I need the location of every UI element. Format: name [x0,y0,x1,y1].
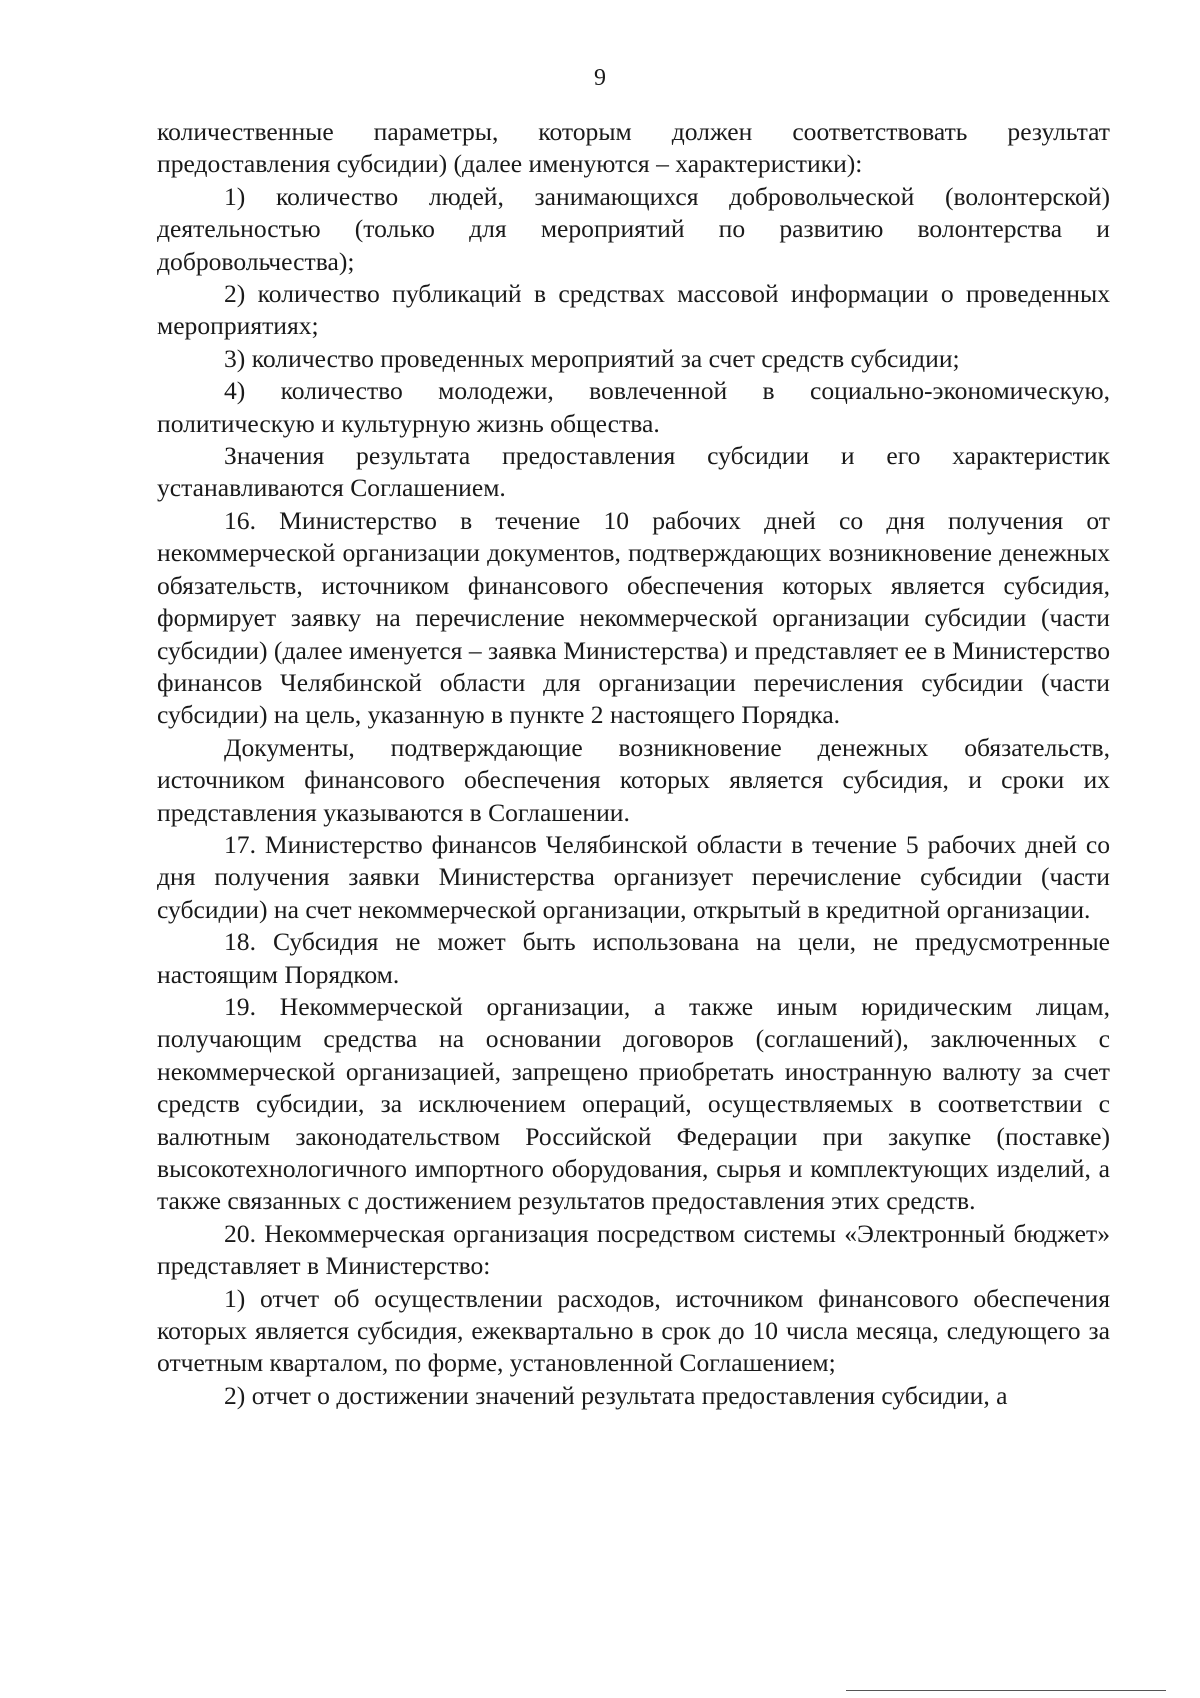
paragraph-report-1: 1) отчет об осуществлении расходов, источником финансового обеспечения которых является субсидия, ежеквартально в срок до 10 числа месяца, следующего за отчетным кварталом, по форме, установленной Соглашением; [157,1283,1110,1378]
page-edge-line [846,1690,1166,1691]
paragraph-item-1-volunteers: 1) количество людей, занимающихся добровольческой (волонтерской) деятельностью (только для мероприятий по развитию волонтерства и добровольчества); [157,181,1110,276]
paragraph-clause-18: 18. Субсидия не может быть использована на цели, не предусмотренные настоящим Порядком. [157,927,1110,989]
paragraph-characteristics-intro: количественные параметры, которым должен соответствовать результат предоставления субсидии) (далее именуются – характеристики): [157,117,1110,179]
paragraph-item-2-publications: 2) количество публикаций в средствах массовой информации о проведенных мероприятиях; [157,279,1110,341]
paragraph-item-3-events: 3) количество проведенных мероприятий за счет средств субсидии; [224,343,960,373]
paragraph-item-4-youth: 4) количество молодежи, вовлеченной в социально-экономическую, политическую и культурную жизнь общества. [157,376,1110,438]
paragraph-clause-19: 19. Некоммерческой организации, а также иным юридическим лицам, получающим средства на основании договоров (соглашений), заключенных с некоммерческой организацией, запрещено приобретать иностранную валюту за счет средств субсидии, за исключением операций, осуществляемых в соответствии с валютным законодательством Российской Федерации при закупке (поставке) высокотехнологичного импортного оборудования, сырья и комплектующих изделий, а также связанных с достижением результатов предоставления этих средств. [157,991,1110,1216]
paragraph-clause-20: 20. Некоммерческая организация посредством системы «Электронный бюджет» представляет в Министерство: [157,1218,1110,1281]
document-body [157,116,1110,1412]
page-number: 9 [594,65,606,91]
paragraph-clause-16: 16. Министерство в течение 10 рабочих дней со дня получения от некоммерческой организации документов, подтверждающих возникновение денежных обязательств, источником финансового обеспечения которых является субсидия, формирует заявку на перечисление некоммерческой организации субсидии (части субсидии) (далее именуется – заявка Министерства) и представляет ее в Министерство финансов Челябинской области для организации перечисления субсидии (части субсидии) на цель, указанную в пункте 2 настоящего Порядка. [157,505,1110,730]
paragraph-documents: Документы, подтверждающие возникновение денежных обязательств, источником финансового обеспечения которых является субсидия, и сроки их представления указываются в Соглашении. [157,732,1110,827]
paragraph-clause-17: 17. Министерство финансов Челябинской области в течение 5 рабочих дней со дня получения заявки Министерства организует перечисление субсидии (части субсидии) на счет некоммерческой организации, открытый в кредитной организации. [157,829,1110,924]
paragraph-report-2: 2) отчет о достижении значений результата предоставления субсидии, а [224,1380,1008,1410]
paragraph-result-values: Значения результата предоставления субсидии и его характеристик устанавливаются Соглашением. [157,441,1110,503]
